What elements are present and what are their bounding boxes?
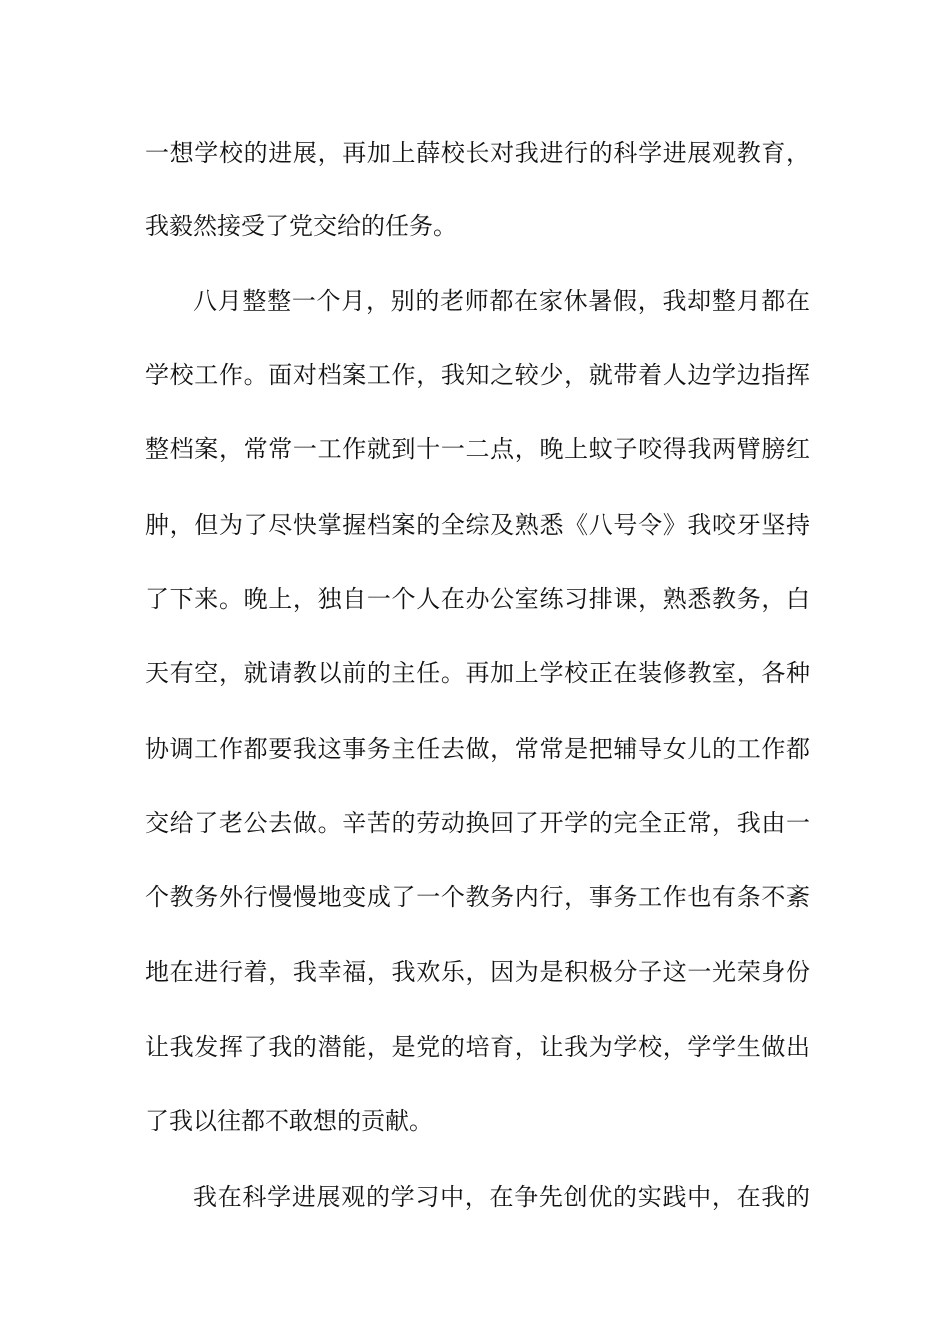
text-line-2: 我毅然接受了党交给的任务。 [145,212,457,240]
text-line-12: 地在进行着，我幸福，我欢乐，因为是积极分子这一光荣身份 [145,958,810,986]
text-line-11: 个教务外行慢慢地变成了一个教务内行，事务工作也有条不紊 [145,883,810,911]
text-line-1: 一想学校的进展，再加上薛校长对我进行的科学进展观教育， [145,139,810,167]
text-line-4: 学校工作。面对档案工作，我知之较少，就带着人边学边指挥 [145,361,810,389]
text-line-6: 肿，但为了尽快掌握档案的全综及熟悉《八号令》我咬牙坚持 [145,511,810,539]
text-line-14: 了我以往都不敢想的贡献。 [145,1107,433,1135]
text-line-8: 天有空，就请教以前的主任。再加上学校正在装修教室，各种 [145,659,810,687]
text-line-13: 让我发挥了我的潜能，是党的培育，让我为学校，学学生做出 [145,1033,810,1061]
text-line-5: 整档案，常常一工作就到十一二点，晚上蚊子咬得我两臂膀红 [145,435,810,463]
text-line-9: 协调工作都要我这事务主任去做，常常是把辅导女儿的工作都 [145,735,810,763]
text-line-7: 了下来。晚上，独自一个人在办公室练习排课，熟悉教务，白 [145,585,810,613]
text-line-10: 交给了老公去做。辛苦的劳动换回了开学的完全正常，我由一 [145,809,810,837]
paragraph-3-line-1: 我在科学进展观的学习中，在争先创优的实践中，在我的 [193,1183,810,1211]
paragraph-2-line-1: 八月整整一个月，别的老师都在家休暑假，我却整月都在 [193,287,810,315]
